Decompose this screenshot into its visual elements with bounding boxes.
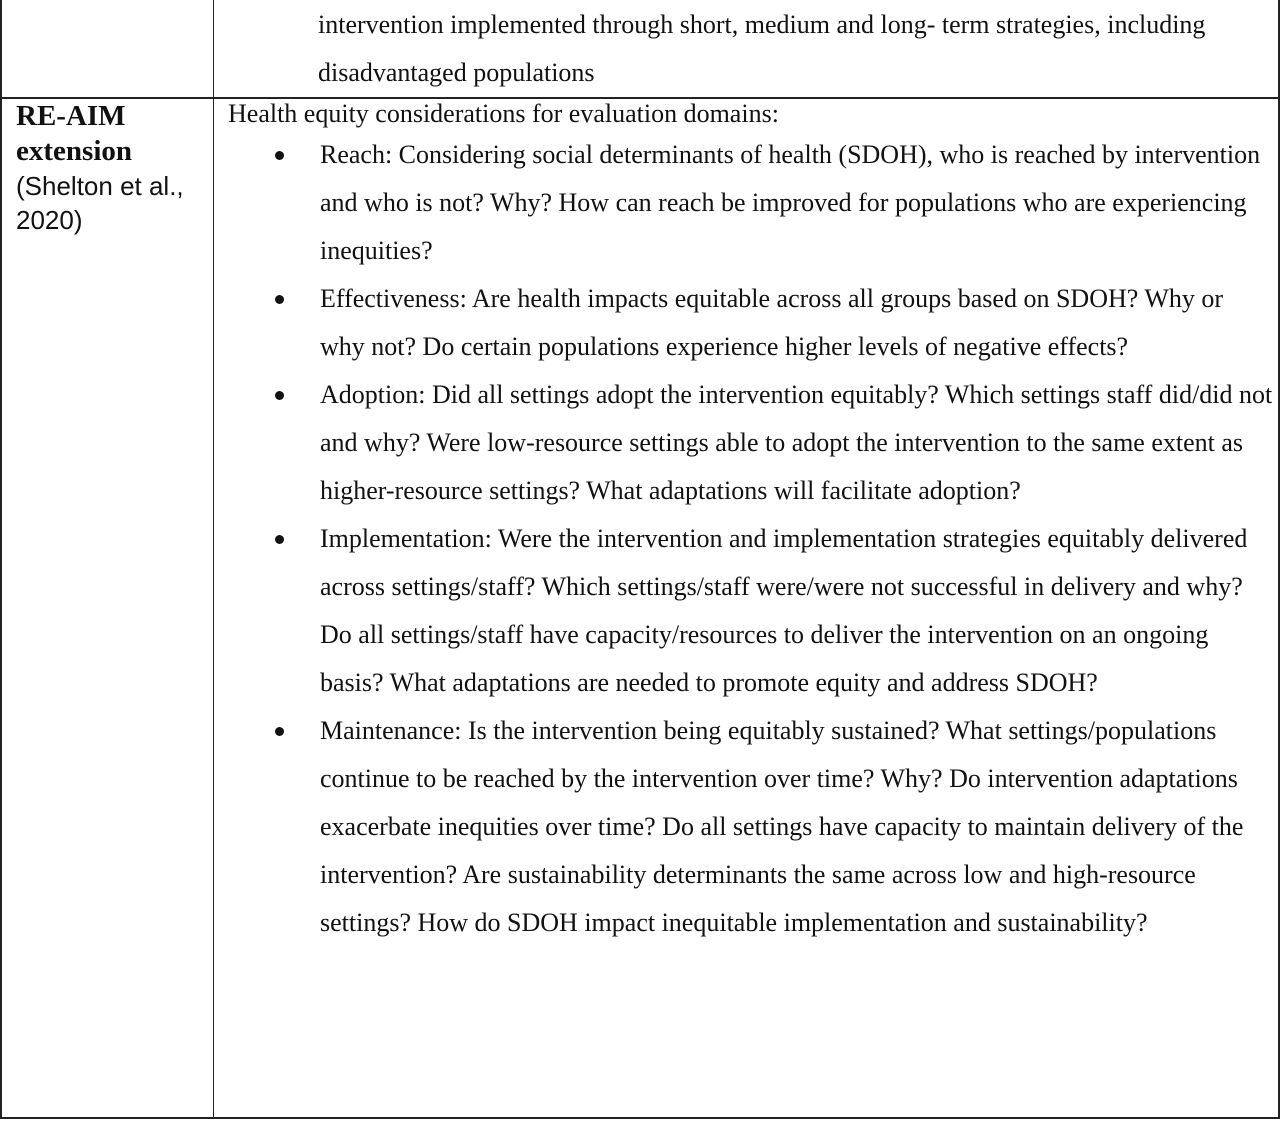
framework-label-cell: [16, 99, 211, 237]
table-row-re-aim: [0, 97, 1280, 1119]
domain-text: Maintenance: Is the intervention being equitably sustained? What settings/populations continue to be reached by the intervention over time? Why? Do intervention adaptations exacerbate inequities over time? Do all settings have capacity to maintain delivery of the intervention? Are sustainability determinants the same across low and high-resource settings? How do SDOH impact inequitable implementation and sustainability?: [320, 716, 1244, 937]
domain-text: Effectiveness: Are health impacts equitable across all groups based on SDOH? Why or why not? Do certain populations experience higher levels of negative effects?: [320, 284, 1224, 361]
bullet-icon: [275, 295, 284, 304]
considerations-cell: [228, 97, 1273, 947]
bullet-icon: [275, 151, 284, 160]
domain-text: Reach: Considering social determinants of health (SDOH), who is reached by intervention and who is not? Why? How can reach be improved for populations who are experiencing inequities?: [320, 140, 1261, 265]
framework-citation: (Shelton et al., 2020): [16, 171, 184, 235]
bullet-icon: [275, 391, 284, 400]
domain-item-adoption: [228, 371, 1273, 515]
considerations-intro: Health equity considerations for evaluation domains:: [228, 99, 779, 128]
domain-item-maintenance: [228, 707, 1273, 947]
domain-item-implementation: [228, 515, 1273, 707]
domain-text: Implementation: Were the intervention and implementation strategies equitably delivered across settings/staff? Which settings/staff were/were not successful in delivery and why? Do all settings/staff have capacity/resources to deliver the intervention on an ongoing basis? What adaptations are needed to promote equity and address SDOH?: [320, 524, 1248, 697]
domain-list: [228, 131, 1273, 947]
column-divider: [213, 0, 214, 97]
bullet-icon: [275, 727, 284, 736]
column-divider: [213, 97, 214, 1117]
bullet-icon: [275, 535, 284, 544]
continued-cell-text: intervention implemented through short, medium and long- term strategies, including disadvantaged populations: [318, 10, 1206, 87]
domain-item-reach: [228, 131, 1273, 275]
framework-name: RE-AIM extension: [16, 100, 132, 167]
domain-text: Adoption: Did all settings adopt the intervention equitably? Which settings staff did/did not and why? Were low-resource settings able to adopt the intervention to the same extent as higher-resource settings? What adaptations will facilitate adoption?: [320, 380, 1273, 505]
domain-item-effectiveness: [228, 275, 1273, 371]
